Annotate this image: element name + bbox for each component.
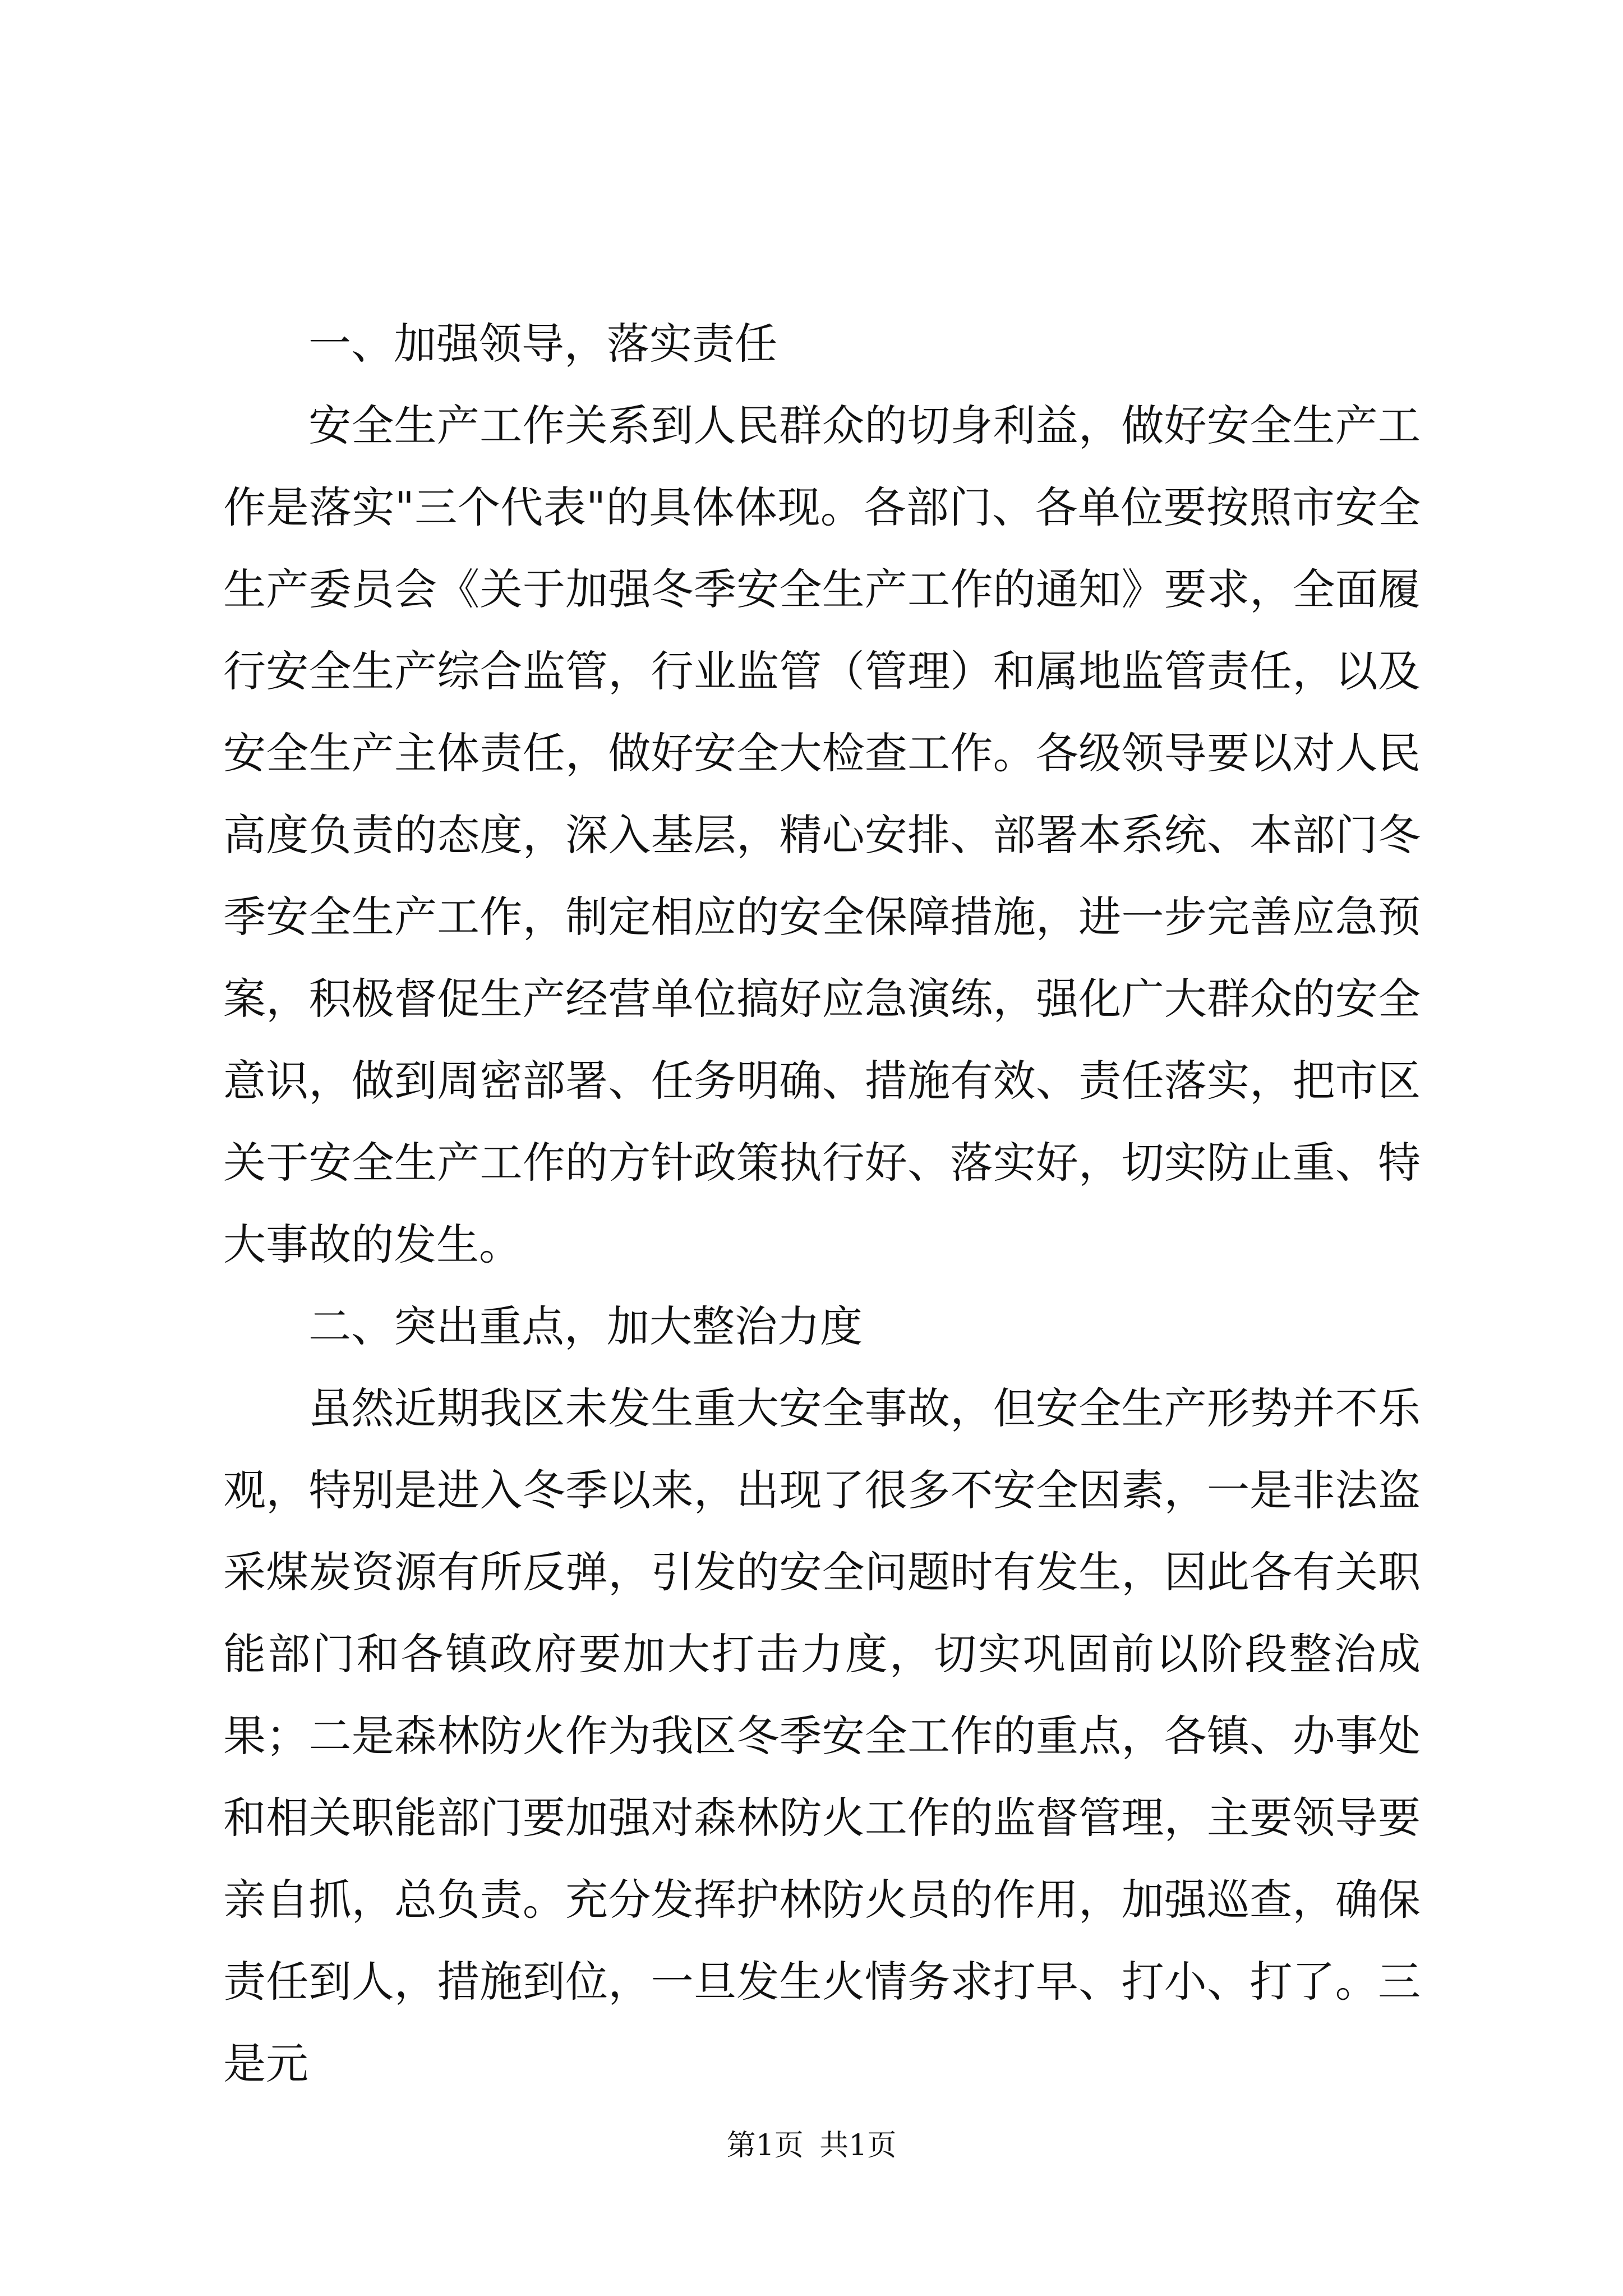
page-total: 共1页 <box>819 2129 897 2162</box>
section-paragraph-2: 虽然近期我区未发生重大安全事故，但安全生产形势并不乐观，特别是进入冬季以来，出现了很多不安全因素，一是非法盗采煤炭资源有所反弹，引发的安全问题时有发生，因此各有关职能部门和各镇政府要加大打击力度，切实巩固前以阶段整治成果；二是森林防火作为我区冬季安全工作的重点，各镇、办事处和相关职能部门要加强对森林防火工作的监督管理，主要领导要亲自抓，总负责。充分发挥护林防火员的作用，加强巡查，确保责任到人，措施到位，一旦发生火情务求打早、打小、打了。三是元 <box>223 1383 1421 2088</box>
section-paragraph-1: 安全生产工作关系到人民群众的切身利益，做好安全生产工作是落实"三个代表"的具体体现。各部门、各单位要按照市安全生产委员会《关于加强冬季安全生产工作的通知》要求，全面履行安全生产综合监管，行业监管（管理）和属地监管责任，以及安全生产主体责任，做好安全大检查工作。各级领导要以对人民高度负责的态度，深入基层，精心安排、部署本系统、本部门冬季安全生产工作，制定相应的安全保障措施，进一步完善应急预案，积极督促生产经营单位搞好应急演练，强化广大群众的安全意识，做到周密部署、任务明确、措施有效、责任落实，把市区关于安全生产工作的方针政策执行好、落实好，切实防止重、特大事故的发生。 <box>223 401 1421 1269</box>
section-heading-1: 一、加强领导，落实责任 <box>308 319 777 369</box>
section-heading-2: 二、突出重点，加大整治力度 <box>308 1301 863 1351</box>
page-number: 第1页 <box>726 2129 804 2162</box>
document-body <box>223 303 1421 2105</box>
page-footer <box>0 2126 1623 2165</box>
